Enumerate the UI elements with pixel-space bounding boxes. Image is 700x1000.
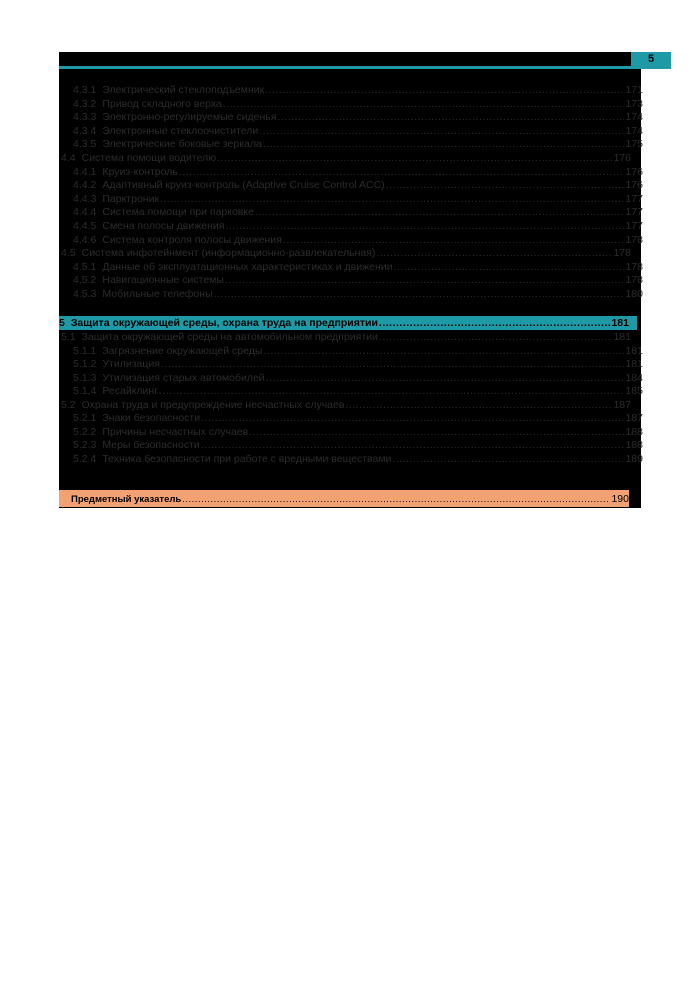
toc-entry-page: 176 bbox=[625, 165, 643, 178]
dot-leader bbox=[182, 493, 610, 506]
toc-entry-page: 178 bbox=[625, 233, 643, 246]
dot-leader bbox=[379, 317, 611, 330]
toc-entry-number: 4.5.3 bbox=[73, 288, 97, 300]
toc-entry[interactable] bbox=[59, 288, 643, 301]
dot-leader bbox=[376, 247, 612, 260]
toc-entry-page: 181 bbox=[625, 358, 643, 370]
toc-entry-number: 5.2 bbox=[61, 398, 76, 411]
toc-entry-page: 188 bbox=[625, 425, 643, 438]
toc-entry-number: 5.1.4 bbox=[73, 385, 97, 397]
toc-entry[interactable] bbox=[59, 261, 643, 274]
toc-entry-page: 174 bbox=[625, 111, 643, 124]
toc-entry-title: Ресайклинг bbox=[102, 385, 159, 397]
dot-leader bbox=[159, 385, 624, 398]
toc-entry-page: 185 bbox=[625, 385, 643, 397]
toc-entry-number: 4.5.2 bbox=[73, 274, 97, 287]
toc-entry-title: Круиз-контроль bbox=[102, 165, 178, 178]
dot-leader bbox=[255, 206, 625, 219]
toc-entry-number: 5 bbox=[59, 317, 65, 329]
toc-entry[interactable] bbox=[59, 206, 643, 219]
toc-entry-page: 177 bbox=[625, 206, 643, 219]
toc-entry-number: 5.1 bbox=[61, 331, 76, 343]
dot-leader bbox=[223, 98, 625, 111]
toc-entry-page: 174 bbox=[625, 124, 643, 137]
toc-entry-page: 184 bbox=[625, 371, 643, 384]
toc-entry-number: 4.4.3 bbox=[73, 192, 97, 205]
dot-leader bbox=[160, 193, 624, 206]
toc-entry-number: 5.2.2 bbox=[73, 425, 97, 438]
toc-entry[interactable] bbox=[59, 453, 643, 466]
toc-entry-page: 173 bbox=[625, 97, 643, 110]
dot-leader bbox=[266, 372, 625, 385]
toc-entry-number: 5.2.3 bbox=[73, 439, 97, 451]
dot-leader bbox=[265, 84, 624, 97]
toc-entry-page: 181 bbox=[625, 344, 643, 357]
toc-entry-page: 178 bbox=[625, 274, 643, 287]
toc-index-entry[interactable] bbox=[71, 493, 629, 506]
toc-entry-title: Техника безопасности при работе с вредными веществами bbox=[102, 452, 392, 465]
toc-entry-page: 188 bbox=[625, 439, 643, 451]
toc-entry-page: 178 bbox=[613, 247, 631, 260]
toc-entry[interactable] bbox=[59, 372, 643, 385]
toc-entry[interactable] bbox=[59, 166, 643, 179]
toc-entry[interactable] bbox=[59, 247, 631, 260]
toc-entry[interactable] bbox=[59, 220, 643, 233]
toc-entry[interactable] bbox=[59, 179, 643, 192]
toc-entry-number: 4.3.3 bbox=[73, 111, 97, 124]
toc-entry[interactable] bbox=[59, 439, 643, 452]
dot-leader bbox=[214, 288, 625, 301]
toc-entry-page: 187 bbox=[613, 398, 631, 411]
toc-entry-number: 4.3.1 bbox=[73, 84, 97, 96]
toc-entry[interactable] bbox=[59, 98, 643, 111]
toc-entry-title: Охрана труда и предупреждение несчастных случаев bbox=[81, 398, 345, 411]
toc-entry-title: Система помощи водителю bbox=[81, 152, 217, 164]
toc-entry-page: 181 bbox=[611, 317, 629, 329]
dot-leader bbox=[161, 358, 625, 371]
toc-entry-title: Защита окружающей среды на автомобильном предприятии bbox=[81, 331, 378, 343]
toc-entry-number: 4.5 bbox=[61, 247, 76, 260]
dot-leader bbox=[379, 331, 613, 344]
toc-entry-page: 171 bbox=[625, 84, 643, 96]
toc-entry[interactable] bbox=[59, 274, 643, 287]
toc-entry-number: 4.3.4 bbox=[73, 124, 97, 137]
toc-entry-page: 176 bbox=[613, 152, 631, 164]
toc-entry-number: 5.1.1 bbox=[73, 344, 97, 357]
dot-leader bbox=[386, 179, 625, 192]
dot-leader bbox=[259, 125, 624, 138]
toc-entry-page: 187 bbox=[625, 412, 643, 424]
dot-leader bbox=[345, 399, 612, 412]
toc-entry-page: 175 bbox=[625, 138, 643, 151]
toc-entry[interactable] bbox=[59, 111, 643, 124]
toc-entry[interactable] bbox=[59, 125, 643, 138]
toc-entry-title: Парктроник bbox=[102, 192, 160, 205]
toc-entry-title: Навигационные системы bbox=[102, 274, 224, 287]
toc-entry-number: 5.1.2 bbox=[73, 358, 97, 370]
toc-entry-title: Электронно-регулируемые сиденья bbox=[102, 111, 277, 124]
toc-entry-title: Смена полосы движения bbox=[102, 220, 225, 232]
toc-entry[interactable] bbox=[59, 358, 643, 371]
toc-entry-page: 177 bbox=[625, 192, 643, 205]
toc-chapter-5-entry[interactable] bbox=[59, 317, 629, 330]
toc-entry[interactable] bbox=[59, 345, 643, 358]
toc-entry-title: Мобильные телефоны bbox=[102, 288, 213, 300]
toc-entry-title: Меры безопасности bbox=[102, 439, 200, 451]
toc-entry-number: 5.2.4 bbox=[73, 452, 97, 465]
toc-entry-title: Электронные стеклоочистители bbox=[102, 124, 259, 137]
toc-entry[interactable] bbox=[59, 385, 643, 398]
toc-entry-title: Предметный указатель bbox=[71, 494, 182, 505]
dot-leader bbox=[263, 138, 625, 151]
toc-entry-title: Адаптивный круиз-контроль (Adaptive Cruise Control ACC) bbox=[102, 179, 385, 192]
toc-entry-number: 4.4.1 bbox=[73, 165, 97, 178]
dot-leader bbox=[201, 439, 625, 452]
page-number-tab bbox=[631, 52, 671, 69]
dot-leader bbox=[225, 274, 625, 287]
toc-entry-page: 177 bbox=[625, 220, 643, 232]
toc-entry-title: Система контроля полосы движения bbox=[102, 233, 282, 246]
toc-entry[interactable] bbox=[59, 426, 643, 439]
toc-entry-page: 189 bbox=[625, 452, 643, 465]
toc-entry-number: 4.4.2 bbox=[73, 179, 97, 192]
dot-leader bbox=[263, 345, 624, 358]
toc-entry-title: Электрические боковые зеркала bbox=[102, 138, 262, 151]
toc-entry[interactable] bbox=[59, 193, 643, 206]
toc-entry-title: Утилизация старых автомобилей bbox=[102, 371, 265, 384]
toc-entry-number: 4.4.5 bbox=[73, 220, 97, 232]
toc-entry-page: 178 bbox=[625, 260, 643, 273]
toc-entry[interactable] bbox=[59, 399, 631, 412]
toc-entry-title: Защита окружающей среды, охрана труда на предприятии bbox=[70, 317, 378, 329]
dot-leader bbox=[201, 412, 624, 425]
toc-entry[interactable] bbox=[59, 331, 631, 344]
toc-entry-number: 4.4.4 bbox=[73, 206, 97, 219]
toc-entry-title: Электрический стеклоподъемник bbox=[102, 84, 265, 96]
toc-entry-title: Данные об эксплуатационных характеристиках и движении bbox=[102, 260, 393, 273]
toc-entry[interactable] bbox=[59, 234, 643, 247]
toc-entry-number: 5.2.1 bbox=[73, 412, 97, 424]
dot-leader bbox=[249, 426, 624, 439]
dot-leader bbox=[394, 261, 625, 274]
toc-entry-number: 4.4.6 bbox=[73, 233, 97, 246]
toc-entry-title: Причины несчастных случаев bbox=[102, 425, 249, 438]
toc-entry-number: 4.3.5 bbox=[73, 138, 97, 151]
dot-leader bbox=[277, 111, 624, 124]
toc-entry-title: Загрязнение окружающей среды bbox=[102, 344, 263, 357]
toc-entry-number: 5.1.3 bbox=[73, 371, 97, 384]
toc-entry-page: 180 bbox=[625, 288, 643, 300]
toc-entry-number: 4.3.2 bbox=[73, 97, 97, 110]
toc-entry-number: 4.4 bbox=[61, 152, 76, 164]
toc-entry-page: 190 bbox=[611, 493, 629, 505]
toc-entry[interactable] bbox=[59, 84, 643, 97]
toc-entry-title: Привод складного верха bbox=[102, 97, 222, 110]
page-number: 5 bbox=[647, 53, 655, 65]
toc-entry[interactable] bbox=[59, 152, 631, 165]
dot-leader bbox=[179, 166, 625, 179]
toc-entry[interactable] bbox=[59, 138, 643, 151]
toc-entry-title: Утилизация bbox=[102, 358, 160, 370]
dot-leader bbox=[217, 152, 612, 165]
toc-entry-title: Система помощи при парковке bbox=[102, 206, 254, 219]
header-rule bbox=[59, 66, 641, 69]
dot-leader bbox=[392, 453, 624, 466]
dot-leader bbox=[283, 234, 625, 247]
toc-entry-number: 4.5.1 bbox=[73, 260, 97, 273]
toc-entry-page: 176 bbox=[625, 179, 643, 192]
dot-leader bbox=[225, 220, 624, 233]
toc-entry-page: 181 bbox=[613, 331, 631, 343]
toc-entry[interactable] bbox=[59, 412, 643, 425]
toc-entry-title: Система инфотейнмент (информационно-развлекательная) bbox=[81, 247, 376, 260]
toc-entry-title: Знаки безопасности bbox=[102, 412, 201, 424]
